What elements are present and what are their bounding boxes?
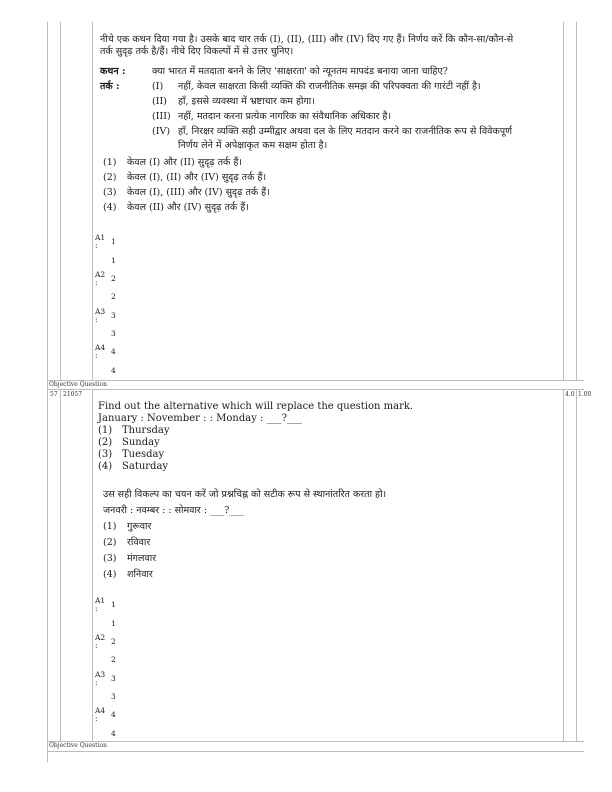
row-divider-q57-type [47, 741, 584, 742]
q56-argument-3-num: (III) [152, 111, 171, 122]
table-col-marks-q57 [563, 389, 564, 741]
q56-answer-3-sub: 3 [111, 329, 116, 338]
q57-hi-option-4-num: (4) [103, 569, 117, 580]
q57-hi-option-4 [103, 569, 153, 581]
q56-option-3-num: (3) [103, 187, 117, 198]
q57-en-option-1 [98, 425, 169, 437]
q57-en-pattern: January : November : : Monday : ___?___ [98, 413, 302, 424]
q56-answer-4-value[interactable]: 4 [111, 347, 116, 356]
q56-option-1-num: (1) [103, 157, 117, 168]
table-col-serial-q57 [60, 389, 61, 741]
q56-statement: क्या भारत में मतदाता बनने के लिए 'साक्षरता' को न्यूनतम मापदंड बनाया जाना चाहिए? [152, 66, 448, 77]
q56-argument-2-text: हाँ, इससे व्यवस्था में भ्रष्टाचार कम होगा। [178, 96, 315, 107]
q56-statement-label: कथन : [100, 66, 126, 77]
table-col-id-q57 [92, 389, 93, 741]
q57-serial: 57 [50, 391, 58, 398]
q56-answer-4-sub: 4 [111, 366, 116, 375]
q57-answer-4-sub: 4 [111, 729, 116, 738]
q56-answer-3-label: A3 [95, 307, 106, 316]
q56-answer-1-value[interactable]: 1 [111, 237, 116, 246]
q57-hi-option-1-num: (1) [103, 521, 117, 532]
q56-answer-1-label: A1 [95, 233, 106, 242]
q57-en-option-3-text: Tuesday [122, 449, 165, 460]
q57-hi-option-2 [103, 537, 150, 549]
q56-intro-line1: नीचे एक कथन दिया गया है। उसके बाद चार तर्क (I), (II), (III) और (IV) दिए गए हैं। निर्णय करें कि कौन-सा/कौन-से [100, 34, 514, 45]
q57-hi-option-2-text: रविवार [127, 537, 151, 548]
q57-hi-option-2-num: (2) [103, 537, 117, 548]
q57-en-option-2-text: Sunday [122, 437, 160, 448]
q56-option-1 [103, 157, 242, 169]
q56-argument-1-text: नहीं, केवल साक्षरता किसी व्यक्ति की राजनीतिक समझ की परिपक्वता की गारंटी नहीं है। [178, 81, 481, 92]
q57-en-option-3 [98, 449, 164, 461]
q56-argument-2 [152, 96, 315, 108]
q56-argument-1-num: (I) [152, 81, 164, 92]
q57-hi-option-3 [103, 553, 156, 565]
q56-answer-3-value[interactable]: 3 [111, 311, 116, 320]
q56-answer-3-colon: : [95, 315, 98, 324]
q57-en-option-1-text: Thursday [122, 425, 170, 436]
q57-answer-2-label: A2 [95, 633, 106, 642]
q56-option-4 [103, 202, 249, 214]
q57-negative: 1.00 [578, 391, 592, 398]
q57-answer-3-label: A3 [95, 670, 106, 679]
q56-answer-1-colon: : [95, 241, 98, 250]
q56-argument-3-text: नहीं, मतदान करना प्रत्येक नागरिक का संवैधानिक अधिकार है। [178, 111, 392, 122]
q56-answer-4-colon: : [95, 351, 98, 360]
row-divider-q57-top [47, 389, 584, 390]
q56-option-3-text: केवल (I), (III) और (IV) सुदृढ़ तर्क हैं। [127, 187, 270, 198]
table-border-left [47, 22, 48, 762]
q57-answer-2-value[interactable]: 2 [111, 637, 116, 646]
q56-intro [100, 34, 570, 58]
q57-en-option-2 [98, 437, 160, 449]
q57-answer-3-value[interactable]: 3 [111, 674, 116, 683]
q57-en-option-4-num: (4) [98, 461, 113, 472]
q57-answer-2-sub: 2 [111, 655, 116, 664]
q57-hi-option-4-text: शनिवार [127, 569, 153, 580]
table-col-negative-q57 [576, 389, 577, 741]
q57-answer-1-label: A1 [95, 596, 106, 605]
q56-option-2 [103, 172, 266, 184]
q56-option-3 [103, 187, 270, 199]
q56-answer-2-label: A2 [95, 270, 106, 279]
q57-answer-1-value[interactable]: 1 [111, 600, 116, 609]
q57-hi-title: उस सही विकल्प का चयन करें जो प्रश्नचिह्न को सटीक रूप से स्थानांतरित करता हो। [103, 489, 387, 500]
q56-option-2-text: केवल (I), (II) और (IV) सुदृढ़ तर्क हैं। [127, 172, 267, 183]
q57-en-option-4-text: Saturday [122, 461, 169, 472]
q57-answer-1-sub: 1 [111, 619, 116, 628]
q57-id: 21057 [63, 391, 83, 398]
q56-answer-4-label: A4 [95, 343, 106, 352]
q57-answer-4-label: A4 [95, 706, 106, 715]
q56-answer-1-sub: 1 [111, 256, 116, 265]
q57-hi-option-3-num: (3) [103, 553, 117, 564]
q57-en-option-3-num: (3) [98, 449, 113, 460]
q56-option-4-num: (4) [103, 202, 117, 213]
q57-answer-3-sub: 3 [111, 692, 116, 701]
table-col-serial [60, 22, 61, 380]
q57-hi-option-1 [103, 521, 151, 533]
q57-answer-4-colon: : [95, 714, 98, 723]
q56-argument-4 [152, 126, 512, 138]
table-col-id [92, 22, 93, 380]
q56-argument-4-cont: निर्णय लेने में अपेक्षाकृत कम सक्षम होता है। [178, 140, 328, 151]
q57-answer-2-colon: : [95, 641, 98, 650]
q57-hi-option-1-text: गुरूवार [127, 521, 152, 532]
q57-hi-option-3-text: मंगलवार [127, 553, 157, 564]
q56-argument-2-num: (II) [152, 96, 167, 107]
q56-argument-1 [152, 81, 481, 93]
q57-marks: 4.0 [565, 391, 575, 398]
q57-answer-3-colon: : [95, 678, 98, 687]
q57-type-label: Objective Question [49, 742, 107, 749]
row-divider-bottom [47, 751, 584, 752]
q57-en-option-4 [98, 461, 168, 473]
table-col-negative [576, 22, 577, 380]
q56-argument-3 [152, 111, 391, 123]
q57-answer-1-colon: : [95, 604, 98, 613]
table-col-marks [563, 22, 564, 380]
q56-intro-line2: तर्क सुदृढ़ तर्क है/हैं। नीचे दिए विकल्पों में से उत्तर चुनिए। [100, 46, 294, 57]
q56-answer-2-colon: : [95, 278, 98, 287]
q56-option-4-text: केवल (II) और (IV) सुदृढ़ तर्क हैं। [127, 202, 249, 213]
q56-type-label: Objective Question [49, 381, 107, 388]
q56-answer-2-sub: 2 [111, 292, 116, 301]
row-divider-q56-type [47, 380, 584, 381]
q56-answer-2-value[interactable]: 2 [111, 274, 116, 283]
q56-argument-4-num: (IV) [152, 126, 171, 137]
q57-en-option-2-num: (2) [98, 437, 113, 448]
q57-answer-4-value[interactable]: 4 [111, 710, 116, 719]
q56-arguments-label: तर्क : [100, 81, 120, 92]
q56-option-2-num: (2) [103, 172, 117, 183]
q57-en-option-1-num: (1) [98, 425, 113, 436]
q57-hi-pattern: जनवरी : नवम्बर : : सोमवार : ___?___ [103, 505, 244, 516]
q56-option-1-text: केवल (I) और (II) सुदृढ़ तर्क हैं। [127, 157, 242, 168]
q57-en-title: Find out the alternative which will replace the question mark. [98, 401, 414, 412]
q56-argument-4-text: हाँ, निरक्षर व्यक्ति सही उम्मीद्वार अथवा दल के लिए मतदान करने का राजनीतिक रूप से विवेकपूर्ण [178, 126, 512, 137]
